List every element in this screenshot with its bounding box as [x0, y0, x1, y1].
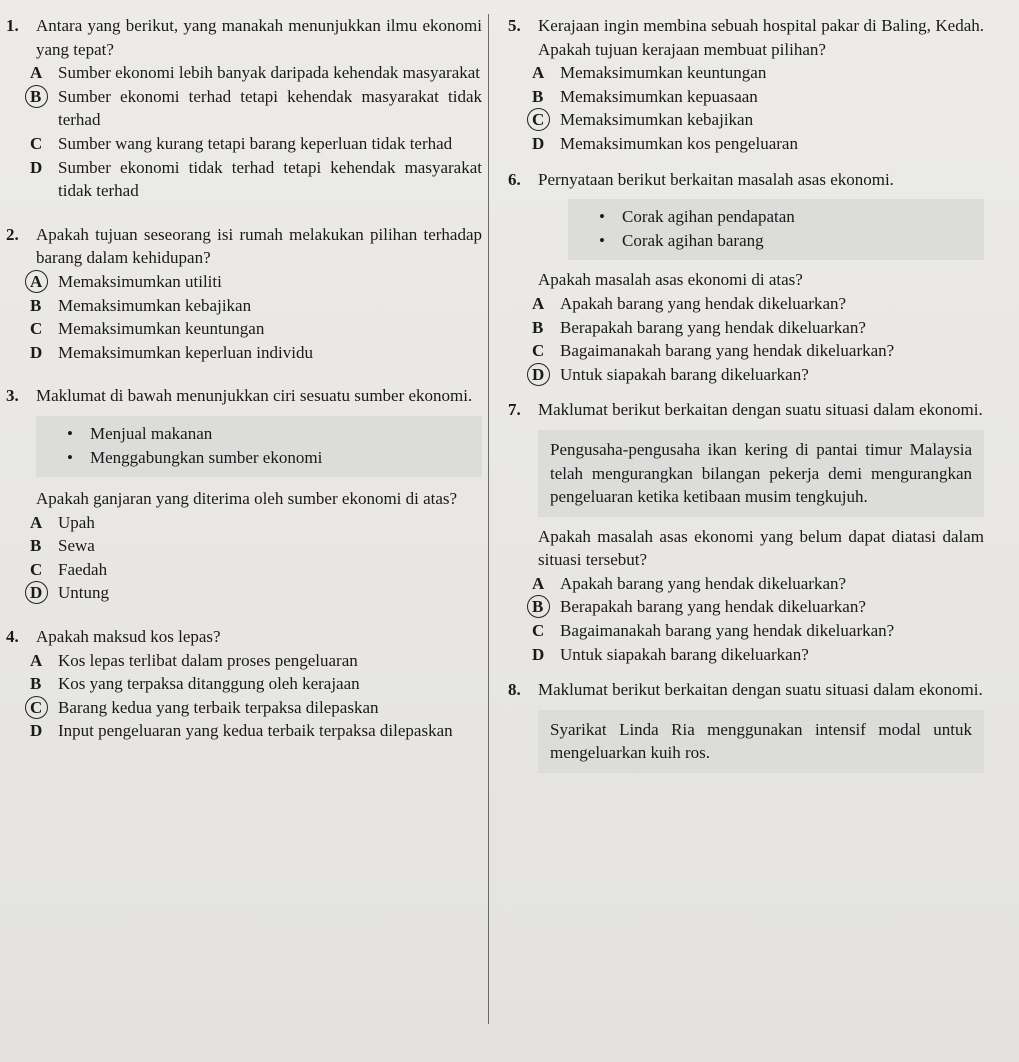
bullet-dot-icon: •	[67, 423, 73, 443]
option-letter: A	[532, 573, 545, 593]
option-text: Memaksimumkan utiliti	[58, 271, 222, 291]
question-text: Kerajaan ingin membina sebuah hospital pakar di Baling, Kedah. Apakah tujuan kerajaan membuat pilihan?	[538, 16, 984, 59]
question-stem: Apakah ganjaran yang diterima oleh sumber ekonomi di atas?	[36, 489, 458, 509]
info-box	[36, 416, 482, 477]
option-letter-circled: A	[30, 270, 58, 294]
question-text: Pernyataan berikut berkaitan masalah asas ekonomi.	[538, 169, 894, 189]
option-letter-circled: D	[532, 363, 560, 387]
option-text: Sewa	[58, 536, 95, 556]
question-1	[6, 14, 482, 203]
option-text: Faedah	[58, 559, 108, 579]
question-text: Apakah maksud kos lepas?	[36, 627, 221, 647]
info-box	[568, 199, 984, 260]
option-text: Memaksimumkan kepuasaan	[560, 86, 758, 106]
option-a[interactable]	[30, 270, 482, 294]
option-c[interactable]	[532, 619, 984, 643]
option-text: Input pengeluaran yang kedua terbaik terpaksa dilepaskan	[58, 721, 453, 741]
option-d[interactable]	[30, 581, 482, 605]
question-8	[508, 678, 984, 773]
question-number: 2.	[6, 224, 19, 244]
option-letter-circled: C	[532, 108, 560, 132]
option-d[interactable]	[30, 341, 482, 365]
option-text: Apakah barang yang hendak dikeluarkan?	[560, 293, 847, 313]
question-7	[508, 398, 984, 666]
option-text: Berapakah barang yang hendak dikeluarkan?	[560, 317, 866, 337]
question-number: 8.	[508, 680, 521, 700]
question-3	[6, 384, 482, 605]
option-text: Memaksimumkan kos pengeluaran	[560, 133, 798, 153]
situation-passage: Pengusaha-pengusaha ikan kering di pantai timur Malaysia telah mengurangkan bilangan pekerja demi mengurangkan pengeluaran ketika ketibaan musim tengkujuh.	[538, 430, 984, 517]
option-text: Sumber ekonomi lebih banyak daripada kehendak masyarakat	[58, 63, 481, 83]
option-d[interactable]	[532, 363, 984, 387]
bullet-dot-icon: •	[599, 230, 605, 250]
option-b[interactable]	[532, 595, 984, 619]
option-c[interactable]	[30, 558, 482, 582]
question-text: Maklumat di bawah menunjukkan ciri sesuatu sumber ekonomi.	[36, 386, 473, 406]
question-stem: Apakah masalah asas ekonomi yang belum dapat diatasi dalam situasi tersebut?	[538, 526, 984, 570]
option-b[interactable]	[30, 672, 482, 696]
question-4	[6, 625, 482, 743]
option-text: Untung	[58, 583, 109, 603]
option-letter-circled: B	[30, 85, 58, 132]
option-letter: C	[30, 319, 43, 339]
option-letter-circled: C	[30, 696, 58, 720]
option-text: Memaksimumkan keperluan individu	[58, 342, 313, 362]
option-text: Bagaimanakah barang yang hendak dikeluarkan?	[560, 621, 895, 641]
option-text: Untuk siapakah barang dikeluarkan?	[560, 364, 809, 384]
option-text: Memaksimumkan kebajikan	[58, 295, 252, 315]
option-letter: B	[30, 536, 42, 556]
option-a[interactable]	[532, 572, 984, 596]
option-letter: A	[532, 293, 545, 313]
question-number: 7.	[508, 400, 521, 420]
bullet-item	[50, 422, 468, 446]
option-c[interactable]	[30, 696, 482, 720]
option-d[interactable]	[30, 719, 482, 743]
option-letter: D	[532, 644, 545, 664]
option-letter: A	[30, 650, 43, 670]
option-letter-circled: B	[532, 595, 560, 619]
option-c[interactable]	[30, 132, 482, 156]
option-letter: D	[532, 133, 545, 153]
option-text: Apakah barang yang hendak dikeluarkan?	[560, 573, 847, 593]
question-number: 5.	[508, 16, 521, 35]
option-a[interactable]	[532, 61, 984, 85]
option-c[interactable]	[532, 339, 984, 363]
bullet-item	[50, 446, 468, 470]
option-text: Upah	[58, 512, 95, 532]
question-text: Antara yang berikut, yang manakah menunjukkan ilmu ekonomi yang tepat?	[36, 16, 482, 59]
bullet-text: Menjual makanan	[90, 423, 213, 443]
option-text: Bagaimanakah barang yang hendak dikeluarkan?	[560, 341, 895, 361]
option-b[interactable]	[532, 316, 984, 340]
option-d[interactable]	[532, 132, 984, 156]
option-text: Memaksimumkan kebajikan	[560, 110, 754, 130]
option-text: Berapakah barang yang hendak dikeluarkan?	[560, 597, 866, 617]
option-letter: C	[532, 341, 545, 361]
question-5	[508, 14, 984, 156]
option-b[interactable]	[30, 294, 482, 318]
option-c[interactable]	[532, 108, 984, 132]
question-text: Maklumat berikut berkaitan dengan suatu situasi dalam ekonomi.	[538, 680, 983, 700]
option-letter: D	[30, 342, 43, 362]
bullet-item	[582, 229, 970, 253]
option-letter: B	[532, 86, 544, 106]
option-d[interactable]	[30, 156, 482, 203]
column-divider	[488, 14, 489, 1024]
option-text: Barang kedua yang terbaik terpaksa dilepaskan	[58, 697, 379, 717]
option-letter-circled: D	[30, 581, 58, 605]
question-text: Maklumat berikut berkaitan dengan suatu situasi dalam ekonomi.	[538, 400, 983, 420]
option-text: Memaksimumkan keuntungan	[560, 63, 767, 83]
option-d[interactable]	[532, 643, 984, 667]
option-letter: B	[30, 674, 42, 694]
option-text: Sumber ekonomi tidak terhad tetapi kehendak masyarakat tidak terhad	[58, 157, 482, 201]
question-6	[508, 168, 984, 387]
option-a[interactable]	[30, 649, 482, 673]
option-letter: A	[30, 512, 43, 532]
option-letter: B	[532, 317, 544, 337]
option-a[interactable]	[532, 292, 984, 316]
option-text: Untuk siapakah barang dikeluarkan?	[560, 644, 809, 664]
option-a[interactable]	[30, 511, 482, 535]
option-text: Kos yang terpaksa ditanggung oleh kerajaan	[58, 674, 360, 694]
option-letter: B	[30, 295, 42, 315]
option-text: Memaksimumkan keuntungan	[58, 319, 265, 339]
bullet-text: Corak agihan pendapatan	[622, 207, 795, 227]
question-number: 3.	[6, 386, 19, 406]
option-text: Sumber wang kurang tetapi barang keperluan tidak terhad	[58, 133, 453, 153]
bullet-text: Corak agihan barang	[622, 230, 764, 250]
option-letter: C	[30, 133, 43, 153]
question-number: 6.	[508, 169, 521, 189]
option-letter: D	[30, 721, 43, 741]
option-c[interactable]	[30, 317, 482, 341]
bullet-text: Menggabungkan sumber ekonomi	[90, 447, 323, 467]
right-column	[508, 14, 984, 781]
question-number: 1.	[6, 16, 19, 35]
option-letter: C	[30, 559, 43, 579]
option-text: Sumber ekonomi terhad tetapi kehendak masyarakat tidak terhad	[58, 86, 482, 130]
question-number: 4.	[6, 627, 19, 647]
question-2	[6, 223, 482, 365]
bullet-dot-icon: •	[599, 207, 605, 227]
question-stem: Apakah masalah asas ekonomi di atas?	[538, 270, 803, 290]
option-a[interactable]	[30, 61, 482, 85]
option-letter: C	[532, 621, 545, 641]
option-letter: D	[30, 157, 43, 177]
option-letter: A	[30, 63, 43, 83]
question-text: Apakah tujuan seseorang isi rumah melakukan pilihan terhadap barang dalam kehidupan?	[36, 224, 482, 268]
option-text: Kos lepas terlibat dalam proses pengeluaran	[58, 650, 358, 670]
situation-passage: Syarikat Linda Ria menggunakan intensif modal untuk mengeluarkan kuih ros.	[538, 710, 984, 773]
option-letter: A	[532, 63, 545, 83]
bullet-dot-icon: •	[67, 447, 73, 467]
option-b[interactable]	[30, 534, 482, 558]
bullet-item	[582, 205, 970, 229]
option-b[interactable]	[30, 85, 482, 132]
left-column	[6, 14, 482, 743]
option-b[interactable]	[532, 85, 984, 109]
